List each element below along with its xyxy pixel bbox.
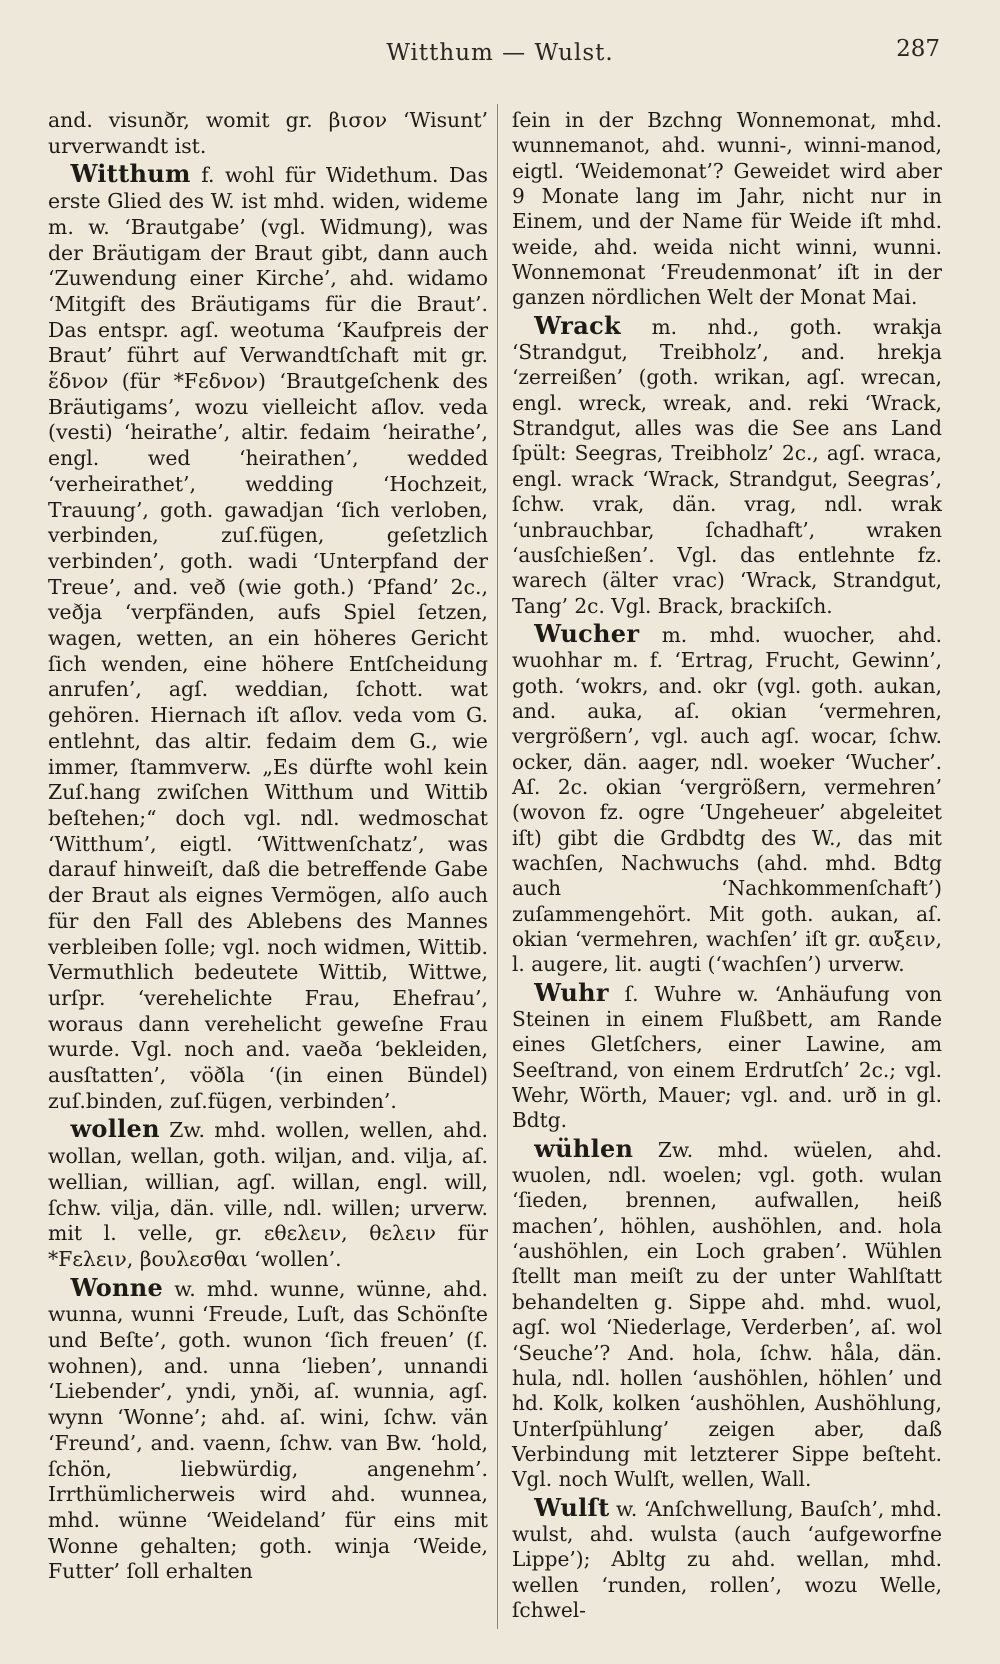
dictionary-entry: [512, 1492, 942, 1624]
entry-text: f. wohl für Widethum. Das erste Glied des W. ist mhd. widen, wideme m. w. ‘Brautgabe’ (vgl. Widmung), was der Bräutigam der Braut gibt, dann auch ‘Zuwendung einer Kirche’, ahd. widamo ‘Mitgift des Bräutigams für die Braut’. Das entspr. agſ. weotuma ‘Kaufpreis der Braut’ führt auf Verwandtſchaft mit gr. ἕδνον (für *Fεδνον) ‘Brautgeſchenk des Bräutigams’, wozu vielleicht aſlov. veda (vesti) ‘heirathe’, altir. fedaim ‘heirathe’, engl. wed ‘heirathen’, wedded ‘verheirathet’, wedding ‘Hochzeit, Trauung’, goth. gawadjan ‘ſich verloben, verbinden, zuſ.fügen, geſetzlich verbinden’, goth. wadi ‘Unterpfand der Treue’, and. veð (wie goth.) ‘Pfand’ 2c., veðja ‘verpfänden, aufs Spiel ſetzen, wagen, wetten, an ein höheres Gericht ſich wenden, eine höhere Entſcheidung anrufen’, agſ. weddian, ſchott. wat gehören. Hiernach iſt aſlov. veda vom G. entlehnt, das altir. fedaim dem G., wie immer, ſtammverw. „Es dürfte wohl kein Zuſ.hang zwiſchen Witthum und Wittib beſtehen;“ doch vgl. ndl. wedmoschat ‘Witthum’, eigtl. ‘Wittwenſchatz’, was darauf hinweiſt, daß die betreffende Gabe der Braut als eignes Vermögen, alſo auch für den Fall des Ablebens des Mannes verbleiben ſolle; vgl. noch widmen, Wittib. Vermuthlich bedeutete Wittib, Wittwe, urſpr. ‘verehelichte Frau, Ehefrau’, woraus dann verehelicht geweſne Frau wurde. Vgl. noch and. vaeða ‘bekleiden, ausſtatten’, vöðla ‘(in einen Bündel) zuſ.binden, zuſ.fügen, verbinden’.: [48, 163, 488, 1113]
entry-headword: Wucher: [534, 618, 640, 648]
entry-headword: Witthum: [70, 159, 191, 189]
dictionary-entry: [512, 1133, 942, 1493]
page-number: 287: [896, 36, 940, 62]
dictionary-entry: [48, 161, 488, 1114]
entry-headword: Wrack: [534, 310, 621, 340]
entry-headword: wühlen: [534, 1133, 634, 1163]
entry-text: w. ‘Anſchwellung, Bauſch’, mhd. wulst, ahd. wulsta (auch ‘aufgeworfne Lippe’); Abltg zu ahd. wellan, mhd. wellen ‘runden, rollen’, wozu Welle, ſchwel-: [512, 1496, 942, 1622]
entry-text: ſ. Wuhre w. ‘Anhäufung von Steinen in einem Flußbett, am Rande eines Gletſchers, einer Lawine, am Seeſtrand, von einem Erdrutſch’ 2c.; vgl. Wehr, Wörth, Mauer; vgl. and. urð in gl. Bdtg.: [512, 981, 942, 1133]
left-column: [48, 108, 488, 1585]
right-column: [512, 108, 942, 1623]
page-header: [0, 36, 1000, 80]
dictionary-entry: [512, 108, 942, 311]
column-divider: [497, 104, 498, 1629]
entry-text: m. nhd., goth. wrakja ‘Strandgut, Treibholz’, and. hrekja ‘zerreißen’ (goth. wrikan, agſ. wrecan, engl. wreck, wreak, and. reki ‘Wrack, Strandgut, alles was die See ans Land ſpült: Seegras, Treibholz’ 2c., agſ. wraca, engl. wrack ‘Wrack, Strandgut, Seegras’, ſchw. vrak, dän. vrag, ndl. wrak ‘unbrauchbar, ſchadhaft’, wraken ‘ausſchießen’. Vgl. das entlehnte fz. warech (älter vrac) ‘Wrack, Strandgut, Tang’ 2c. Vgl. Brack, brackiſch.: [512, 314, 942, 618]
dictionary-entry: [48, 1272, 488, 1585]
dictionary-entry: [512, 618, 942, 978]
dictionary-entry: [512, 977, 942, 1134]
entry-text: Zw. mhd. wüelen, ahd. wuolen, ndl. woelen; vgl. goth. wulan ‘ſieden, brennen, aufwallen, heiß machen’, höhlen, aushöhlen, and. hola ‘aushöhlen, ein Loch graben’. Wühlen ſtellt man meiſt zu der unter Wahlſtatt behandelten g. Sippe ahd. mhd. wuol, agſ. wol ‘Niederlage, Verderben’, aſ. wol ‘Seuche’? And. hola, ſchw. håla, dän. hula, ndl. hollen ‘aushöhlen, höhlen’ und hd. Kolk, kolken ‘aushöhlen, Aushöhlung, Unterſpühlung’ zeigen aber, daß Verbindung mit letzterer Sippe beſteht. Vgl. noch Wulſt, wellen, Wall.: [512, 1137, 942, 1492]
running-title: Witthum — Wulst.: [386, 40, 614, 66]
entry-text: and. visunðr, womit gr. βισον ‘Wisunt’ urverwandt ist.: [48, 108, 488, 158]
entry-text: w. mhd. wunne, wünne, ahd. wunna, wunni ‘Freude, Luſt, das Schönſte und Beſte’, goth. wunon ‘ſich freuen’ (ſ. wohnen), and. unna ‘lieben’, unnandi ‘Liebender’, yndi, ynði, aſ. wunnia, agſ. wynn ‘Wonne’; ahd. aſ. wini, ſchw. vän ‘Freund’, and. vaenn, ſchw. van Bw. ‘hold, ſchön, liebwürdig, angenehm’. Irrthümlicherweis wird ahd. wunnea, mhd. wünne ‘Weideland’ für eins mit Wonne gehalten; goth. winja ‘Weide, Futter’ ſoll erhalten: [48, 1276, 488, 1584]
entry-text: ſein in der Bzchng Wonnemonat, mhd. wunnemanot, ahd. wunni-, winni-manod, eigtl. ‘Weidemonat’? Geweidet wird aber 9 Monate lang im Jahr, nicht nur in Einem, und der Name für Weide iſt mhd. weide, ahd. weida nicht winni, wunni. Wonnemonat ‘Freudenmonat’ iſt in der ganzen nördlichen Welt der Monat Mai.: [512, 108, 942, 310]
entry-text: m. mhd. wuocher, ahd. wuohhar m. f. ‘Ertrag, Frucht, Gewinn’, goth. ‘wokrs, and. okr (vgl. goth. aukan, and. auka, aſ. okian ‘vermehren, vergrößern’, vgl. auch agſ. wocar, ſchw. ocker, dän. aager, ndl. woeker ‘Wucher’. Aſ. 2c. okian ‘vergrößern, vermehren’ (wovon fz. ogre ‘Ungeheuer’ abgeleitet iſt) gibt die Grdbdtg des W., das mit wachſen, Nachwuchs (ahd. mhd. Bdtg auch ‘Nachkommenſchaft’) zuſammengehört. Mit goth. aukan, aſ. okian ‘vermehren, wachſen’ iſt gr. αυξειν, l. augere, lit. augti (‘wachſen’) urverw.: [512, 622, 942, 977]
dictionary-entry: [512, 310, 942, 619]
dictionary-entry: [48, 1116, 488, 1272]
entry-headword: wollen: [70, 1114, 160, 1144]
entry-headword: Wulſt: [534, 1492, 610, 1522]
dictionary-entry: [48, 108, 488, 159]
entry-headword: Wuhr: [534, 977, 609, 1007]
entry-text: Zw. mhd. wollen, wellen, ahd. wollan, wellan, goth. wiljan, and. vilja, aſ. wellian, willian, agſ. willan, engl. will, ſchw. vilja, dän. ville, ndl. willen; urverw. mit l. velle, gr. εθελειν, θελειν für *Fελειν, βουλεσθαι ‘wollen’.: [48, 1118, 488, 1271]
entry-headword: Wonne: [70, 1272, 164, 1302]
